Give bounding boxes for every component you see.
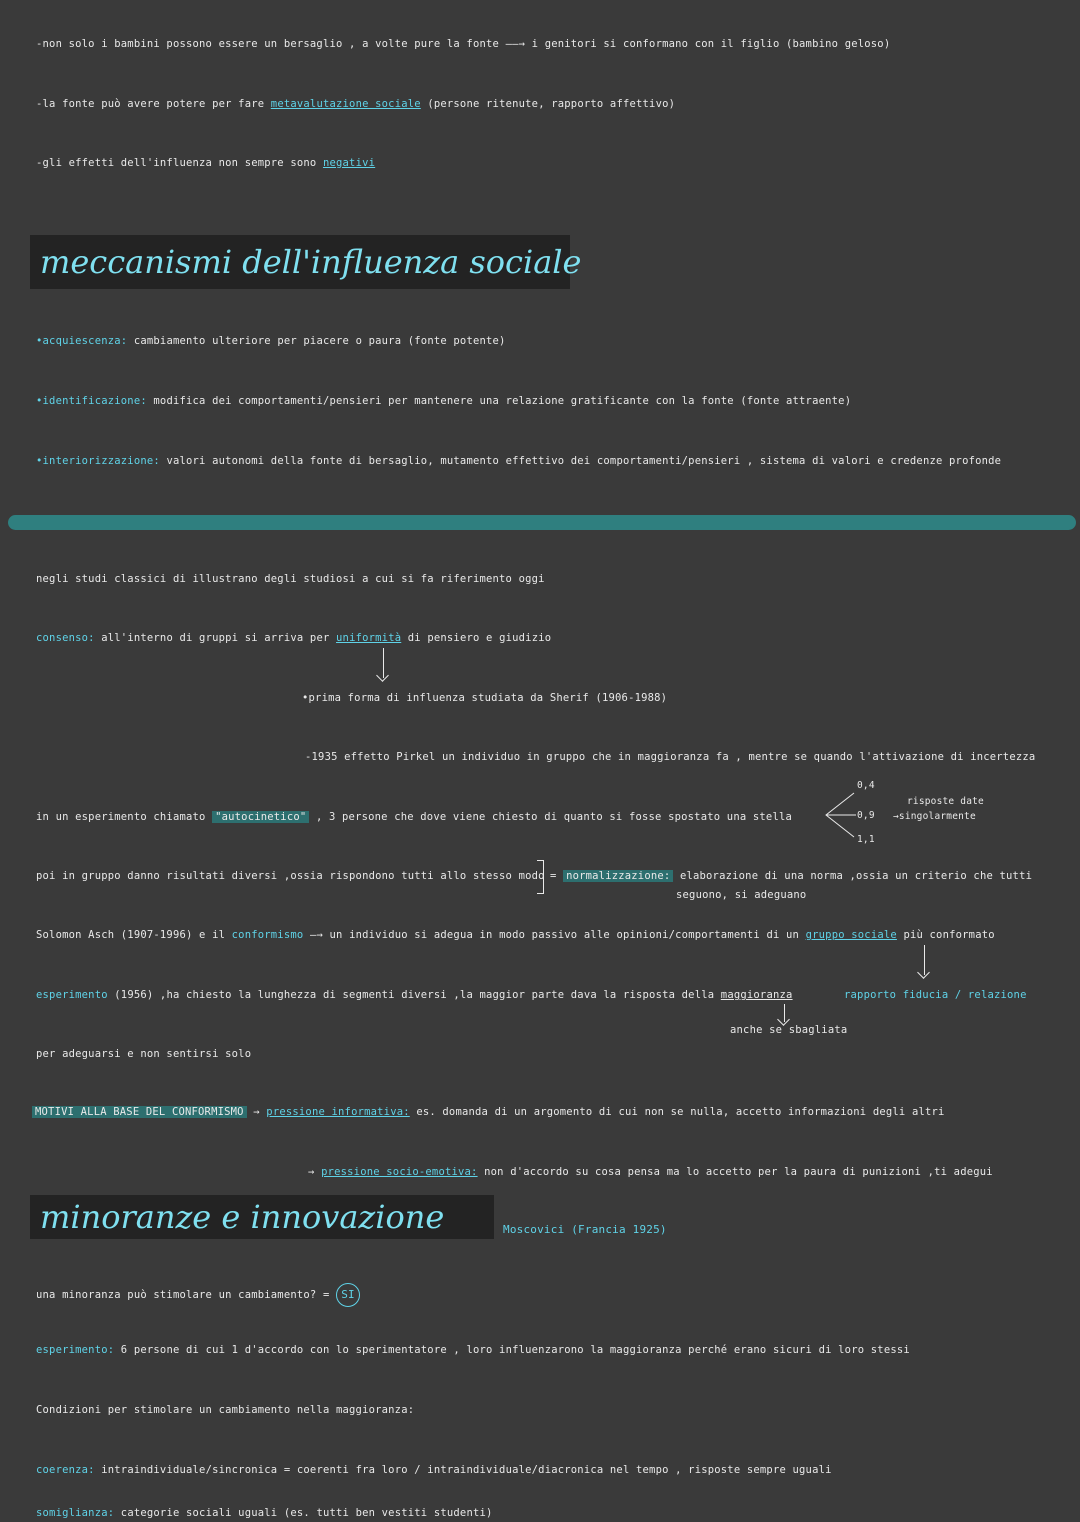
arrow-down-icon [383,648,384,678]
arrow-down-icon [924,945,925,975]
note-line: seguono, si adeguano [676,889,807,901]
highlighted-term: maggioranza [720,989,793,1001]
note-text: es. domanda di un argomento di cui non se nulla, accetto informazioni degli altri [416,1106,945,1118]
branch-value: 0,4 [857,780,875,791]
note-text: all'interno di gruppi si arriva per [101,632,330,644]
bracket-icon [537,860,544,894]
note-line [36,1343,910,1357]
section-divider [8,515,1076,530]
note-line: per adeguarsi e non sentirsi solo [36,1048,252,1060]
term-key: •identificazione: [36,395,147,407]
note-text: , 3 persone che dove viene chiesto di quanto si fosse spostato una stella [315,811,793,823]
arrow-down-icon [784,1004,785,1022]
branch-note: risposte date [907,796,984,807]
note-text: singolarmente [898,811,976,822]
note-text: -non solo i bambini possono essere un bersaglio , a volte pure la fonte [36,38,500,50]
note-line [36,394,851,408]
branch-note [893,810,976,824]
highlighted-term: normalizzazione: [563,870,673,882]
note-text: Solomon Asch (1907-1996) e il [36,929,226,941]
highlighted-term: negativi [322,157,376,169]
note-line [36,631,551,645]
note-text: categorie sociali uguali (es. tutti ben vestiti studenti) [120,1507,493,1519]
note-text: -gli effetti dell'influenza non sempre sono [36,157,317,169]
note-line [36,97,675,111]
note-line [36,454,1001,468]
term-key: conformismo [231,929,304,941]
author-note: Moscovici (Francia 1925) [503,1223,667,1236]
note-line [36,988,793,1002]
section-title: meccanismi dell'influenza sociale [30,235,570,289]
arrow-right-icon: —→ [309,929,323,941]
section-title: minoranze e innovazione [30,1195,494,1239]
note-text: elaborazione di una norma ,ossia un criterio che tutti [679,870,1033,882]
note-line [36,928,995,942]
term-key: somiglianza: [36,1507,115,1519]
note-line: -1935 effetto Pirkel un individuo in gruppo che in maggioranza fa , mentre se quando l'attivazione di incertezza [305,751,1036,763]
highlighted-term: uniformità [336,632,402,644]
branch-value: 0,9 [857,810,875,821]
answer-badge: SI [336,1283,360,1307]
highlighted-term: "autocinetico" [212,811,309,823]
term-key: esperimento: [36,1344,115,1356]
note-text: valori autonomi della fonte di bersaglio, mutamento effettivo dei comportamenti/pensieri , sistema di valori e credenze profonde [166,455,1002,467]
arrow-right-icon: ——→ [505,38,532,50]
note-line [36,810,792,824]
branch-value: 1,1 [857,834,875,845]
note-text: (1956) ,ha chiesto la lunghezza di segmenti diversi ,la maggior parte dava la risposta della [114,989,715,1001]
note-line [36,156,375,170]
note-text: una minoranza può stimolare un cambiamento? [36,1289,317,1301]
note-line [36,1463,832,1477]
note-text: non d'accordo su cosa pensa ma lo accetto per la paura di punizioni ,ti adegui [484,1166,993,1178]
term-key: •acquiescenza: [36,335,128,347]
arrow-right-icon: → [308,1166,315,1178]
note-line: = normalizzazione: elaborazione di una norma ,ossia un criterio che tutti [550,870,1033,882]
note-line: rapporto fiducia / relazione [844,989,1027,1001]
note-text: (persone ritenute, rapporto affettivo) [427,98,676,110]
term-key: esperimento [36,989,108,1001]
highlighted-term: pressione socio-emotiva: [321,1166,478,1178]
note-line: una minoranza può stimolare un cambiamento? = SI [36,1283,360,1307]
term-key: coerenza: [36,1464,95,1476]
note-line [308,1165,993,1179]
note-text: di pensiero e giudizio [407,632,552,644]
branch-bracket-icon [822,785,862,845]
highlighted-term: pressione informativa: [266,1106,410,1118]
highlighted-term: MOTIVI ALLA BASE DEL CONFORMISMO [32,1106,247,1118]
note-line: negli studi classici di illustrano degli studiosi a cui si fa riferimento oggi [36,573,545,585]
note-text: i genitori si conformano con il figlio (bambino geloso) [531,38,891,50]
note-text: -la fonte può avere potere per fare [36,98,265,110]
term-key: consenso: [36,632,95,644]
note-text: più conformato [903,929,995,941]
term-key: •interiorizzazione: [36,455,160,467]
note-text: in un esperimento chiamato [36,811,206,823]
note-line [36,334,506,348]
arrow-right-icon: → [253,1106,260,1118]
highlighted-term: metavalutazione sociale [270,98,421,110]
note-line [32,1105,945,1119]
note-line [36,1506,493,1520]
note-text: un individuo si adegua in modo passivo alle opinioni/comportamenti di un [329,929,800,941]
arrow-right-icon: → [893,811,899,822]
note-line [36,37,890,51]
note-text: cambiamento ulteriore per piacere o paura (fonte potente) [133,335,506,347]
note-text: 6 persone di cui 1 d'accordo con lo sperimentatore , loro influenzarono la maggioranza perché erano sicuri di loro stessi [120,1344,910,1356]
note-text: modifica dei comportamenti/pensieri per mantenere una relazione gratificante con la fonte (fonte attraente) [153,395,852,407]
note-line: anche se sbagliata [730,1024,848,1036]
highlighted-term: gruppo sociale [805,929,897,941]
note-line: poi in gruppo danno risultati diversi ,ossia rispondono tutti allo stesso modo [36,870,545,882]
note-text: intraindividuale/sincronica = coerenti fra loro / intraindividuale/diacronica nel tempo , risposte sempre uguali [101,1464,832,1476]
note-line: •prima forma di influenza studiata da Sherif (1906-1988) [302,692,668,704]
note-line: Condizioni per stimolare un cambiamento nella maggioranza: [36,1404,415,1416]
